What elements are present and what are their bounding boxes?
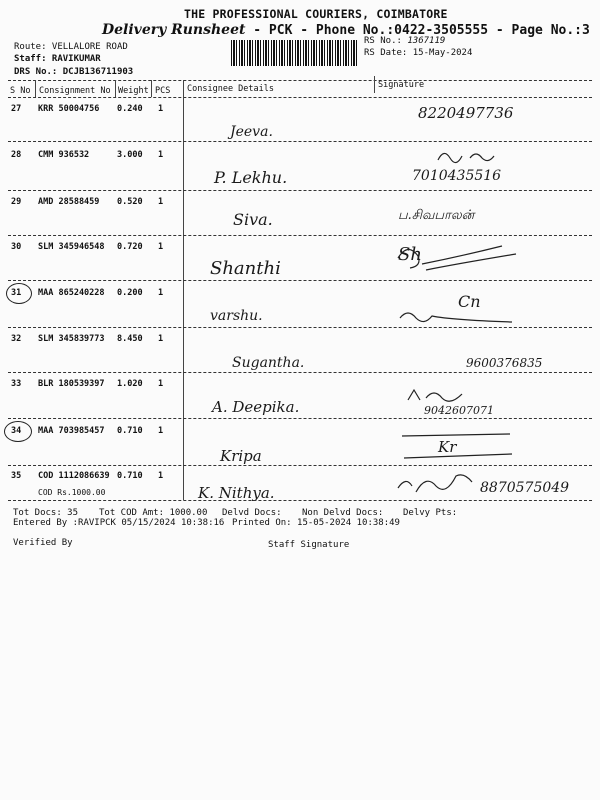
row-consignee-handwritten: Shanthi: [210, 258, 281, 279]
rs-date: RS Date: 15-May-2024: [364, 48, 473, 58]
row-signature: ப.சிவபாலன்: [398, 208, 475, 223]
row-cod-amount: COD Rs.1000.00: [38, 488, 106, 497]
row-divider: [8, 280, 592, 281]
row-divider: [8, 418, 592, 419]
verified-by: Verified By: [13, 538, 73, 548]
col-line-sno: [35, 80, 36, 97]
row-signature: 8220497736: [418, 104, 514, 122]
header-bottom-divider: [8, 97, 592, 98]
row-consignment: MAA 865240228: [38, 288, 105, 298]
row-signature: Cn: [458, 292, 481, 311]
row-pcs: 1: [158, 379, 164, 389]
col-consignment: Consignment No: [39, 86, 111, 96]
header-top-divider: [8, 80, 592, 81]
row-pcs: 1: [158, 288, 164, 298]
row-divider: [8, 190, 592, 191]
col-weight: Weight: [118, 86, 149, 96]
signature-scribble: [392, 240, 532, 276]
row-consignment: CMM 936532: [38, 150, 90, 160]
row-signature: Sh: [398, 244, 422, 265]
row-consignment: MAA 703985457: [38, 426, 105, 436]
drs-number: DRS No.: DCJB136711903: [14, 67, 134, 77]
row-weight: 3.000: [117, 150, 143, 160]
row-weight: 0.720: [117, 242, 143, 252]
row-consignee-handwritten: Siva.: [233, 210, 273, 229]
row-weight: 0.710: [117, 426, 143, 436]
runsheet-title-script: Delivery Runsheet: [102, 22, 246, 38]
row-divider: [8, 465, 592, 466]
row-signature: 7010435516: [412, 168, 502, 184]
col-line-signature: [374, 76, 375, 93]
printed-on: Printed On: 15-05-2024 10:38:49: [232, 518, 400, 528]
row-sno: 27: [11, 104, 22, 114]
col-consignee: Consignee Details: [187, 84, 274, 94]
row-weight: 1.020: [117, 379, 143, 389]
row-consignment: AMD 28588459: [38, 197, 100, 207]
non-delivered-docs: Non Delvd Docs:: [302, 508, 384, 518]
total-cod-amount: Tot COD Amt: 1000.00: [99, 508, 208, 518]
staff-signature-label: Staff Signature: [268, 540, 350, 550]
row-divider: [8, 141, 592, 142]
row-divider: [8, 327, 592, 328]
row-consignment: BLR 180539397: [38, 379, 105, 389]
col-line-weight: [151, 80, 152, 97]
route-label: Route: VELLALORE ROAD: [14, 42, 128, 52]
signature-scribble: [398, 428, 518, 462]
col-pcs: PCS: [155, 86, 171, 96]
row-signature: 8870575049: [480, 480, 570, 496]
row-consignee-handwritten: varshu.: [210, 308, 263, 324]
row-consignee-handwritten: Jeeva.: [230, 124, 273, 140]
col-line-consignee: [183, 80, 184, 500]
row-weight: 0.710: [117, 471, 143, 481]
col-line-consignment: [115, 80, 116, 97]
row-divider: [8, 372, 592, 373]
row-pcs: 1: [158, 426, 164, 436]
row-consignment: SLM 345839773: [38, 334, 105, 344]
row-pcs: 1: [158, 150, 164, 160]
total-docs: Tot Docs: 35: [13, 508, 79, 518]
row-sno: 35: [11, 471, 22, 481]
row-pcs: 1: [158, 334, 164, 344]
col-sno: S No: [10, 86, 31, 96]
delivered-docs: Delvd Docs:: [222, 508, 282, 518]
entered-by: Entered By :RAVIPCK 05/15/2024 10:38:16: [13, 518, 225, 528]
row-divider: [8, 500, 592, 501]
row-sno: 33: [11, 379, 22, 389]
row-sno: 32: [11, 334, 22, 344]
row-weight: 0.200: [117, 288, 143, 298]
row-sno: 30: [11, 242, 22, 252]
signature-scribble: [404, 386, 494, 406]
row-consignment: SLM 345946548: [38, 242, 105, 252]
row-consignee-handwritten: A. Deepika.: [212, 398, 300, 416]
row-weight: 0.520: [117, 197, 143, 207]
col-signature: Signature: [378, 80, 425, 90]
row-consignee-handwritten: K. Nithya.: [198, 484, 275, 502]
row-signature: 9600376835: [466, 356, 543, 370]
row-sno: 34: [11, 426, 22, 436]
row-sno: 31: [11, 288, 22, 298]
signature-scribble: [394, 472, 478, 500]
company-name: THE PROFESSIONAL COURIERS, COIMBATORE: [184, 7, 448, 21]
row-pcs: 1: [158, 197, 164, 207]
row-consignee-handwritten: Sugantha.: [232, 355, 305, 371]
row-pcs: 1: [158, 471, 164, 481]
row-sno: 28: [11, 150, 22, 160]
rs-number-value: 1367119: [407, 36, 446, 46]
row-pcs: 1: [158, 104, 164, 114]
row-signature: 9042607071: [424, 404, 494, 417]
row-signature: Kr: [438, 438, 457, 456]
barcode: [231, 40, 359, 66]
runsheet-title: [102, 22, 590, 38]
signature-scribble: [436, 146, 496, 166]
row-consignee-handwritten: P. Lekhu.: [214, 168, 288, 187]
row-weight: 0.240: [117, 104, 143, 114]
row-weight: 8.450: [117, 334, 143, 344]
row-pcs: 1: [158, 242, 164, 252]
rs-number-label: RS No.:: [364, 36, 402, 46]
runsheet-title-rest: - PCK - Phone No.:0422-3505555 - Page No.:3: [253, 23, 590, 38]
row-divider: [8, 235, 592, 236]
row-sno: 29: [11, 197, 22, 207]
row-consignee-handwritten: Kripa: [220, 447, 262, 465]
row-consignment: COD 1112086639: [38, 471, 110, 481]
row-consignment: KRR 50004756: [38, 104, 100, 114]
staff-label: Staff: RAVIKUMAR: [14, 54, 101, 64]
delivery-points: Delvy Pts:: [403, 508, 458, 518]
rs-number: [364, 36, 445, 46]
